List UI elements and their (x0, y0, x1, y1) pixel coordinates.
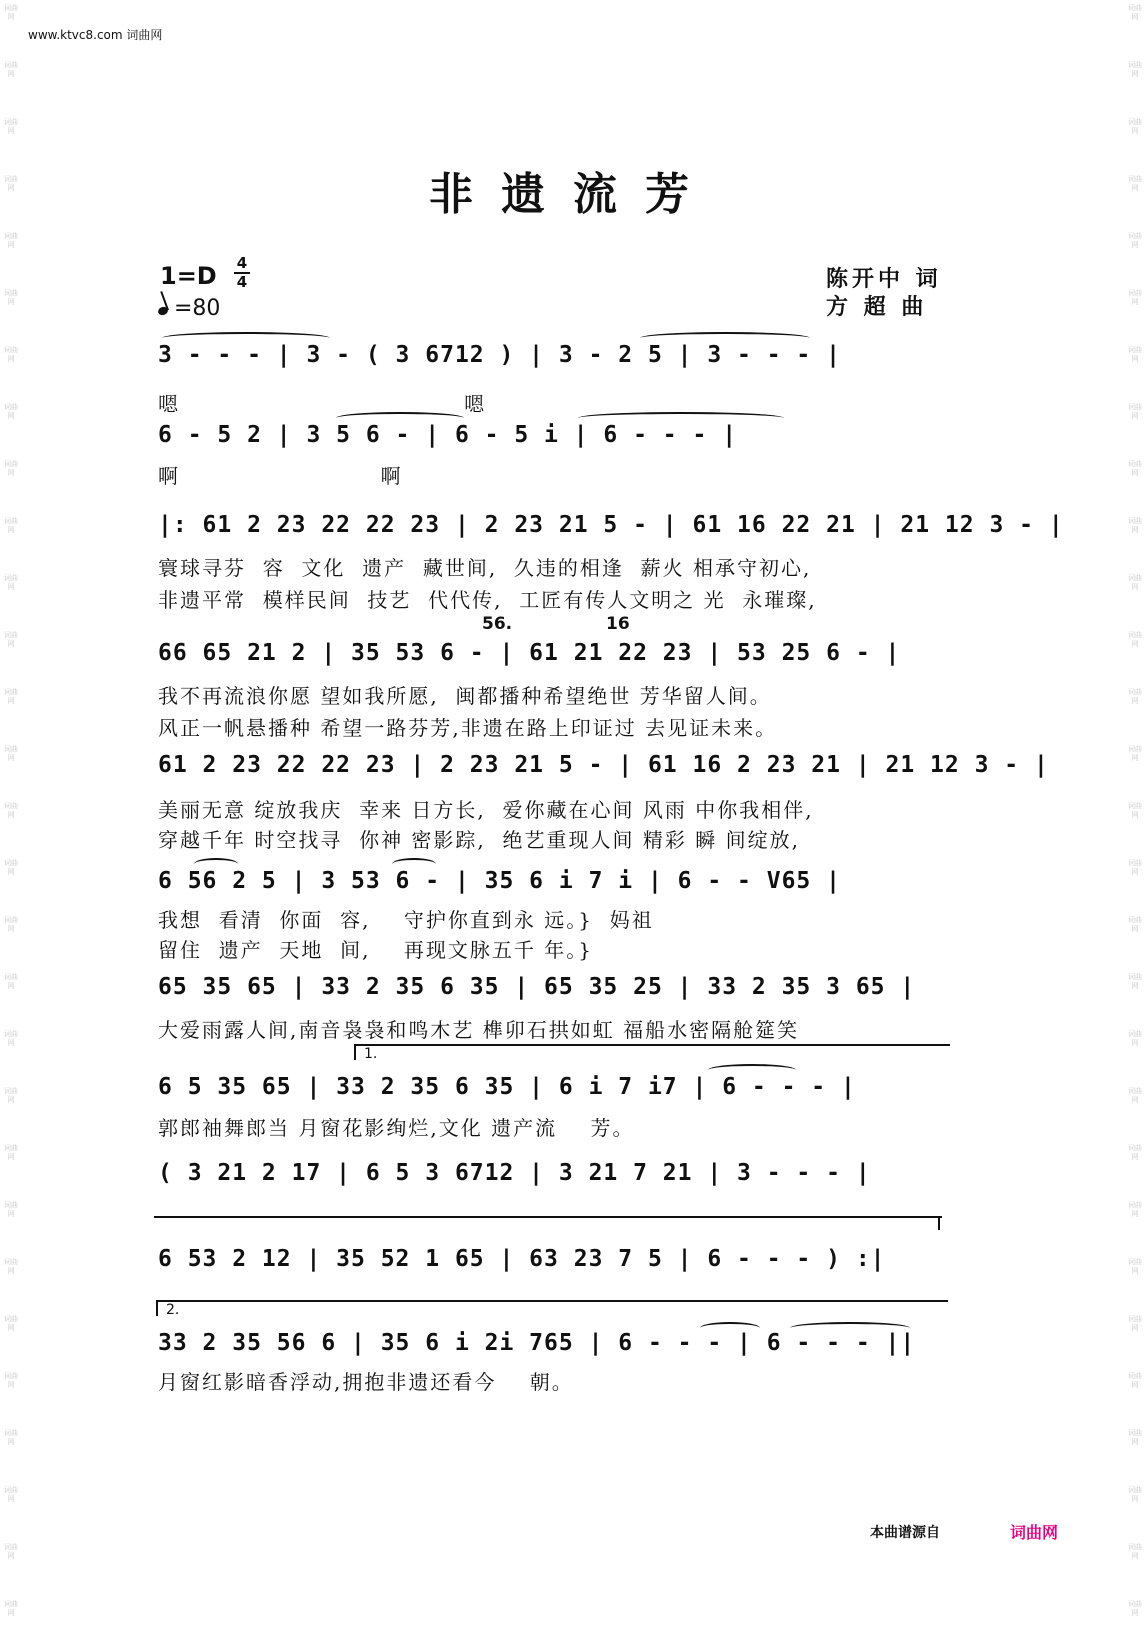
watermark-text: 词曲网 (4, 1030, 18, 1047)
score-line-6 (158, 868, 948, 908)
notation-line-8: 6 5 35 65 | 33 2 35 6 35 | 6 i 7 i7 | 6 - - - | (158, 1074, 856, 1100)
lyric-line-7: 大爱雨露人间,南音袅袅和鸣木艺 榫卯石拱如虹 福船水密隔舱筵笑 (158, 1018, 800, 1042)
watermark-text: 词曲网 (4, 118, 18, 135)
watermark-strip-right (1124, 0, 1146, 1637)
watermark-text: 词曲网 (4, 631, 18, 648)
watermark-text: 词曲网 (4, 403, 18, 420)
tempo-marking (158, 296, 220, 321)
watermark-text: 词曲网 (1128, 1429, 1142, 1446)
watermark-text: 词曲网 (4, 1372, 18, 1389)
volta-2: 2. (156, 1300, 948, 1316)
volta-1: 1. (354, 1044, 950, 1060)
watermark-text: 词曲网 (4, 460, 18, 477)
watermark-text: 词曲网 (1128, 61, 1142, 78)
watermark-text: 词曲网 (4, 1543, 18, 1560)
lyric-line-6b: 留住 遗产 天地 间, 再现文脉五千 年。} (158, 938, 594, 962)
composer-credit: 方 超 曲 (826, 295, 928, 320)
notation-line-5: 61 2 23 22 22 23 | 2 23 21 5 - | 61 16 2 23 21 | 21 12 3 - | (158, 752, 1049, 778)
time-numerator: 4 (236, 254, 248, 272)
score-line-5 (158, 752, 1049, 792)
watermark-text: 词曲网 (4, 859, 18, 876)
lyricist-credit: 陈开中 词 (826, 267, 942, 292)
watermark-text: 词曲网 (4, 517, 18, 534)
watermark-text: 词曲网 (1128, 1600, 1142, 1617)
watermark-text: 词曲网 (4, 1258, 18, 1275)
watermark-text: 词曲网 (1128, 631, 1142, 648)
watermark-text: 词曲网 (4, 1600, 18, 1617)
score-line-3 (158, 512, 1064, 552)
notation-line-3: |: 61 2 23 22 22 23 | 2 23 21 5 - | 61 16 22 21 | 21 12 3 - | (158, 512, 1064, 538)
watermark-text: 词曲网 (4, 574, 18, 591)
watermark-text: 词曲网 (1128, 1087, 1142, 1104)
watermark-text: 词曲网 (4, 802, 18, 819)
watermark-text: 词曲网 (1128, 745, 1142, 762)
watermark-text: 词曲网 (1128, 4, 1142, 21)
watermark-text: 词曲网 (4, 973, 18, 990)
grace-notes-1: 56. (482, 614, 513, 634)
watermark-text: 词曲网 (1128, 118, 1142, 135)
watermark-text: 词曲网 (1128, 1144, 1142, 1161)
lyric-line-1: 嗯 嗯 (158, 392, 487, 416)
watermark-text: 词曲网 (4, 745, 18, 762)
volta-continuation-end (938, 1216, 940, 1230)
lyric-line-3b: 非遗平常 模样民间 技艺 代代传, 工匠有传人文明之 光 永璀璨, (158, 588, 817, 612)
score-line-4 (158, 640, 948, 680)
watermark-text: 词曲网 (1128, 403, 1142, 420)
quarter-note-icon (157, 306, 169, 317)
watermark-text: 词曲网 (4, 232, 18, 249)
tempo-value: =80 (174, 296, 221, 321)
grace-notes-2: 16 (606, 614, 630, 634)
lyric-line-6a: 我想 看清 你面 容, 守护你直到永 远。} 妈祖 (158, 908, 654, 932)
watermark-text: 词曲网 (4, 1429, 18, 1446)
source-site-link[interactable]: 词曲网 (1010, 1523, 1059, 1542)
watermark-text: 词曲网 (1128, 1486, 1142, 1503)
watermark-text: 词曲网 (1128, 1258, 1142, 1275)
notation-line-7: 65 35 65 | 33 2 35 6 35 | 65 35 25 | 33 2 35 3 65 | (158, 974, 916, 1000)
watermark-text: 词曲网 (1128, 289, 1142, 306)
watermark-text: 词曲网 (4, 1315, 18, 1332)
lyric-line-2: 啊 啊 (158, 464, 403, 488)
source-label: 本曲谱源自 (870, 1525, 940, 1541)
watermark-text: 词曲网 (1128, 460, 1142, 477)
lyric-line-4b: 风正一帆悬播种 希望一路芬芳,非遗在路上印证过 去见证未来。 (158, 716, 778, 740)
score-line-8 (158, 1074, 948, 1114)
watermark-strip-left (0, 0, 22, 1637)
lyric-line-8: 郭郎袖舞郎当 月窗花影绚烂,文化 遗产流 芳。 (158, 1116, 635, 1140)
watermark-text: 词曲网 (1128, 1201, 1142, 1218)
watermark-text: 词曲网 (4, 4, 18, 21)
score-line-1 (158, 342, 948, 382)
site-url[interactable]: www.ktvc8.com 词曲网 (28, 28, 163, 42)
watermark-text: 词曲网 (4, 61, 18, 78)
lyric-line-5a: 美丽无意 绽放我庆 幸来 日方长, 爱你藏在心间 风雨 中你我相伴, (158, 798, 814, 822)
watermark-text: 词曲网 (1128, 1543, 1142, 1560)
score-line-11 (158, 1330, 948, 1370)
score-line-7 (158, 974, 948, 1014)
watermark-text: 词曲网 (1128, 859, 1142, 876)
lyric-line-5b: 穿越千年 时空找寻 你神 密影踪, 绝艺重现人间 精彩 瞬 间绽放, (158, 828, 800, 852)
watermark-text: 词曲网 (1128, 346, 1142, 363)
notation-line-6: 6 56 2 5 | 3 53 6 - | 35 6 i 7 i | 6 - - V65 | (158, 868, 841, 894)
notation-line-9: ( 3 21 2 17 | 6 5 3 6712 | 3 21 7 21 | 3 - - - | (158, 1160, 871, 1186)
notation-line-11: 33 2 35 56 6 | 35 6 i 2i 765 | 6 - - - | 6 - - - || (158, 1330, 916, 1356)
key-signature: 1=D (160, 262, 217, 290)
notation-line-4: 66 65 21 2 | 35 53 6 - | 61 21 22 23 | 53 25 6 - | (158, 640, 901, 666)
volta-continuation (154, 1216, 942, 1218)
score-line-10 (158, 1246, 948, 1286)
watermark-text: 词曲网 (1128, 175, 1142, 192)
watermark-text: 词曲网 (1128, 1030, 1142, 1047)
time-denominator: 4 (236, 273, 248, 291)
lyric-line-11: 月窗红影暗香浮动,拥抱非遗还看今 朝。 (158, 1370, 574, 1394)
watermark-text: 词曲网 (4, 688, 18, 705)
score-line-9 (158, 1160, 948, 1200)
watermark-text: 词曲网 (1128, 517, 1142, 534)
notation-line-2: 6 - 5 2 | 3 5 6 - | 6 - 5 i | 6 - - - | (158, 422, 738, 448)
watermark-text: 词曲网 (4, 1201, 18, 1218)
lyric-line-4a: 我不再流浪你愿 望如我所愿, 闽都播种希望绝世 芳华留人间。 (158, 684, 772, 708)
watermark-text: 词曲网 (1128, 1372, 1142, 1389)
watermark-text: 词曲网 (4, 289, 18, 306)
watermark-text: 词曲网 (4, 1087, 18, 1104)
watermark-text: 词曲网 (1128, 916, 1142, 933)
watermark-text: 词曲网 (4, 175, 18, 192)
watermark-text: 词曲网 (1128, 688, 1142, 705)
watermark-text: 词曲网 (1128, 1315, 1142, 1332)
time-signature (234, 256, 250, 290)
watermark-text: 词曲网 (1128, 232, 1142, 249)
watermark-text: 词曲网 (4, 1486, 18, 1503)
watermark-text: 词曲网 (1128, 802, 1142, 819)
lyric-line-3a: 寰球寻芬 容 文化 遗产 藏世间, 久违的相逢 薪火 相承守初心, (158, 556, 812, 580)
watermark-text: 词曲网 (1128, 574, 1142, 591)
notation-line-1: 3 - - - | 3 - ( 3 6712 ) | 3 - 2 5 | 3 - - - | (158, 342, 841, 368)
score-line-2 (158, 422, 948, 462)
song-title: 非遗流芳 (429, 169, 717, 220)
watermark-text: 词曲网 (4, 346, 18, 363)
watermark-text: 词曲网 (1128, 973, 1142, 990)
notation-line-10: 6 53 2 12 | 35 52 1 65 | 63 23 7 5 | 6 - - - ) :| (158, 1246, 886, 1272)
watermark-text: 词曲网 (4, 1144, 18, 1161)
watermark-text: 词曲网 (4, 916, 18, 933)
